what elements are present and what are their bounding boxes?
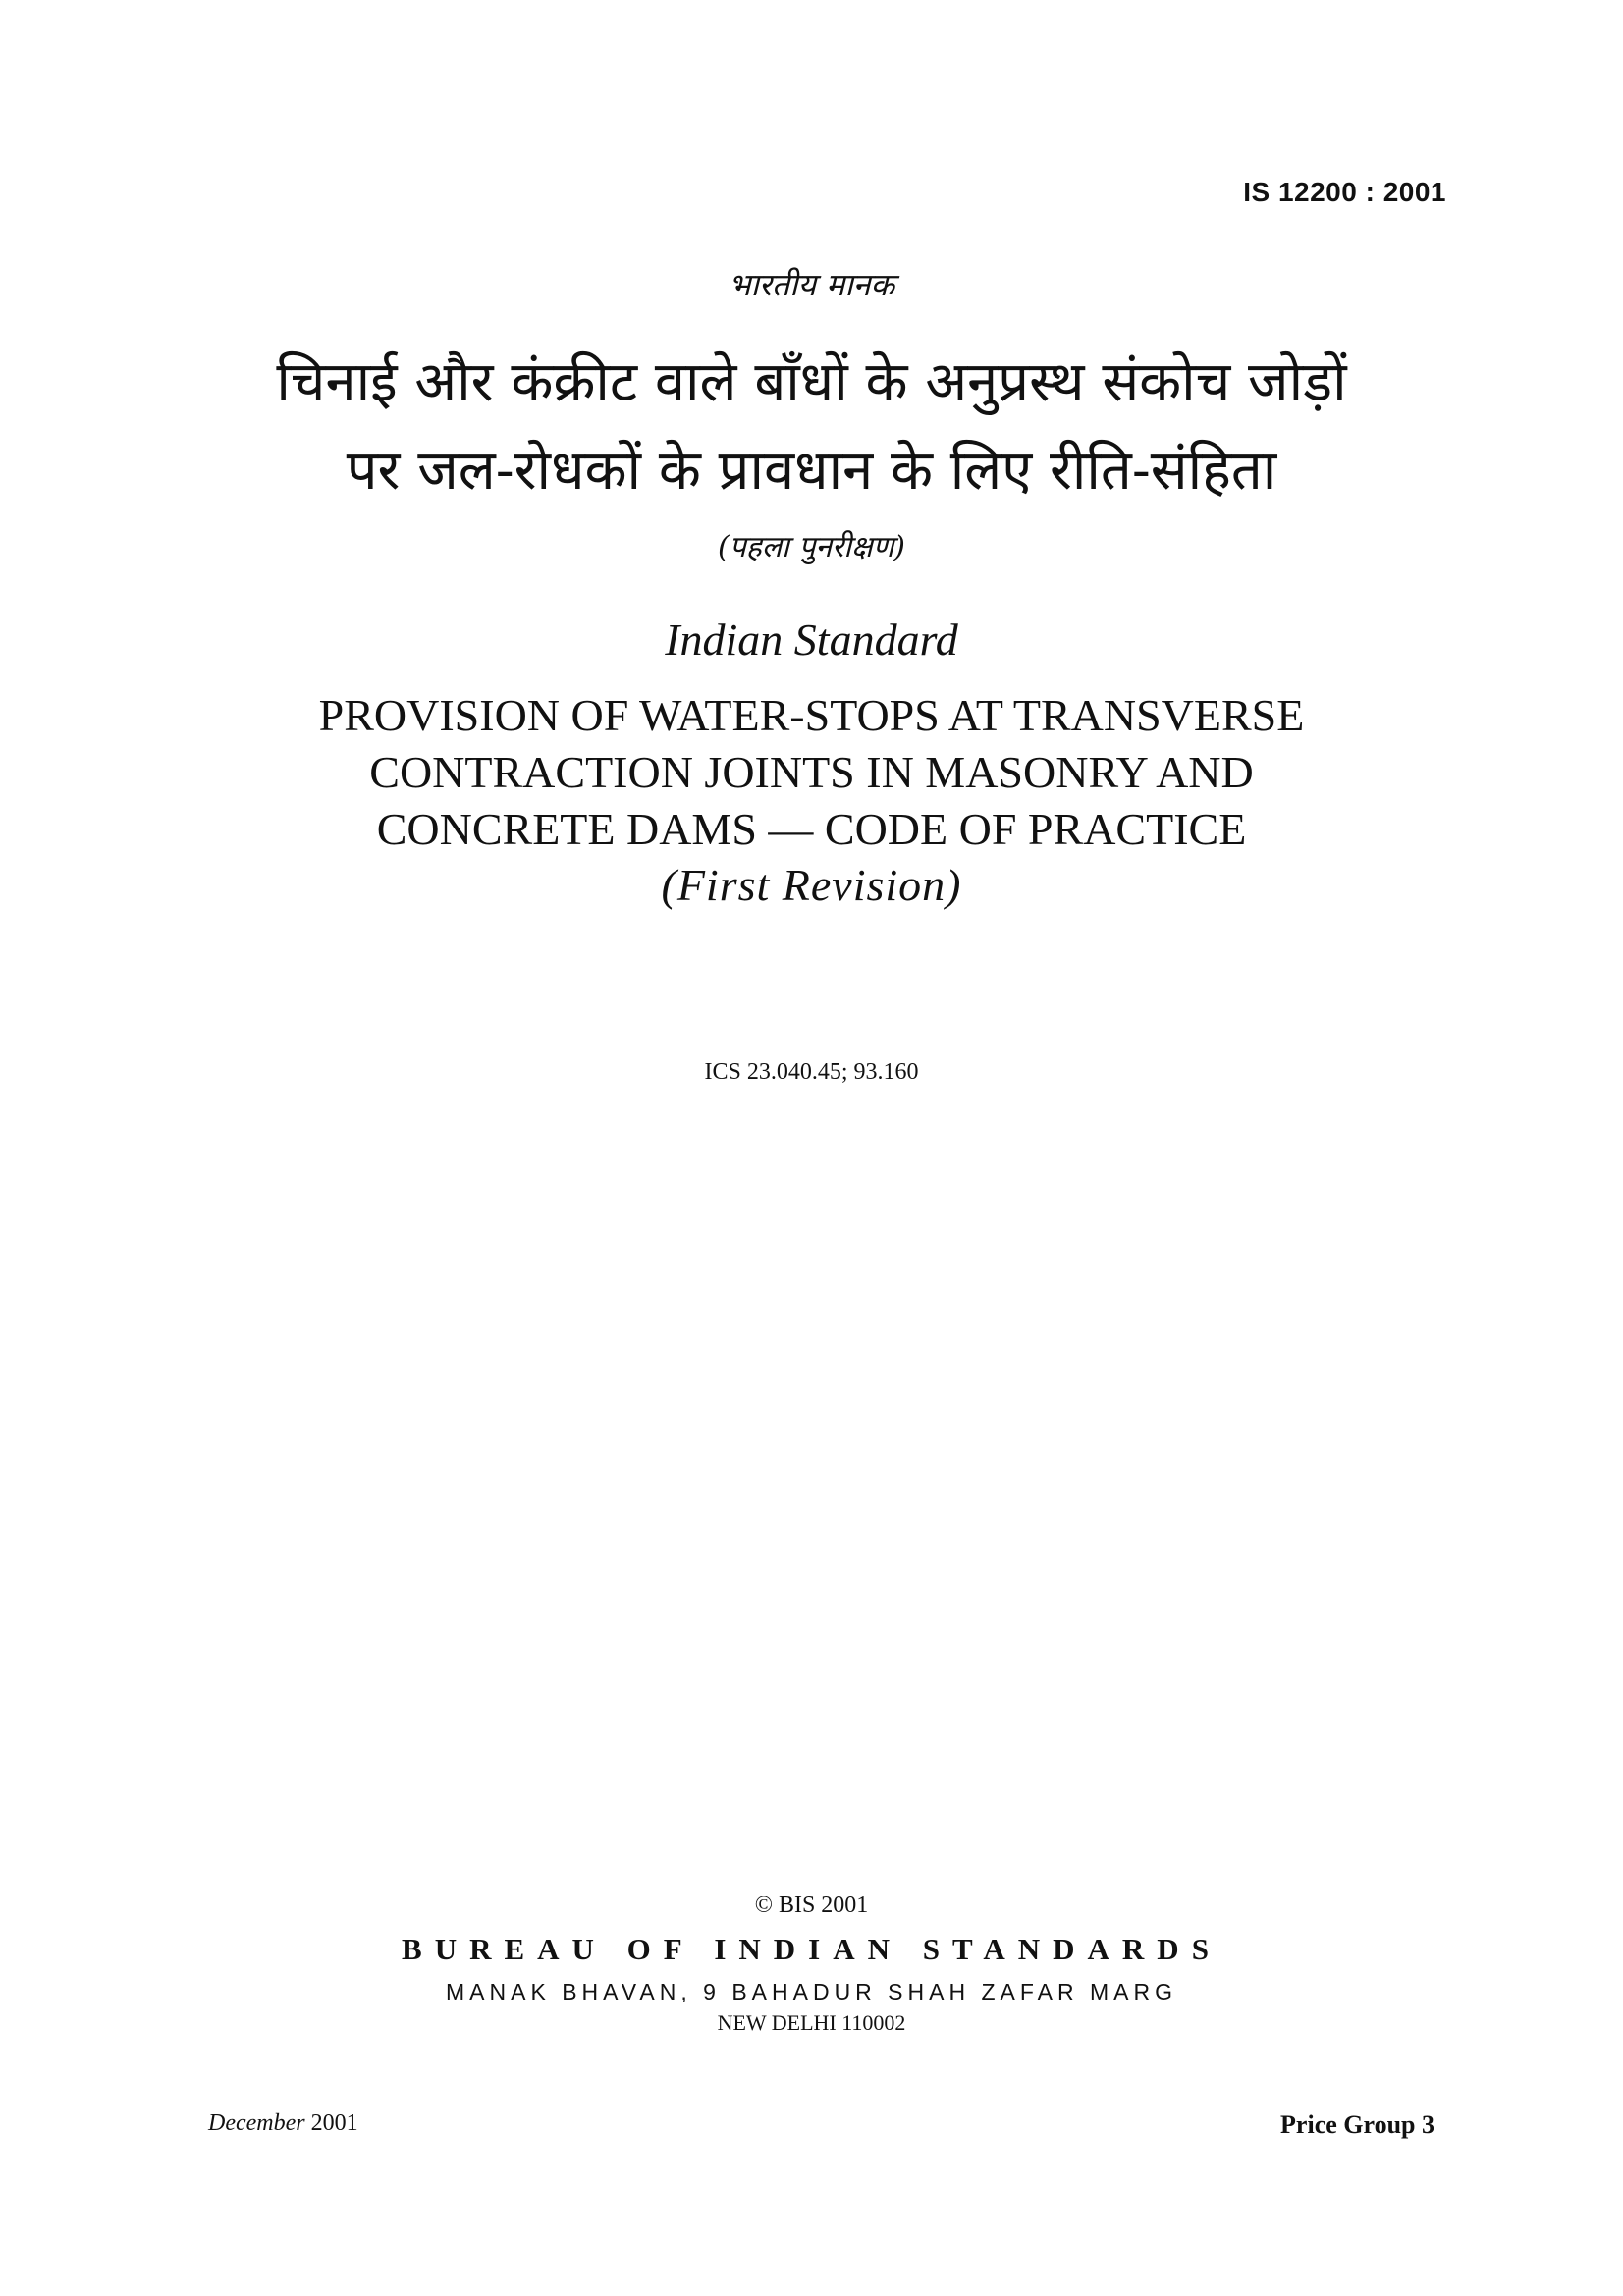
publisher-city: NEW DELHI 110002: [717, 2010, 906, 2035]
publisher-address: MANAK BHAVAN, 9 BAHADUR SHAH ZAFAR MARG: [446, 1979, 1177, 2004]
hindi-title-line-1: चिनाई और कंक्रीट वाले बाँधों के अनुप्रस्थ संकोच जोड़ों: [276, 350, 1347, 414]
english-title-line-1: PROVISION OF WATER-STOPS AT TRANSVERSE: [318, 690, 1305, 740]
publication-month: December: [208, 2110, 305, 2136]
standard-number: IS 12200 : 2001: [1243, 177, 1446, 207]
ics-code: ICS 23.040.45; 93.160: [704, 1059, 919, 1085]
english-title: [0, 687, 1623, 858]
publisher-name: BUREAU OF INDIAN STANDARDS: [402, 1932, 1221, 1966]
hindi-title: [0, 339, 1623, 515]
hindi-standard-label: भारतीय मानक: [729, 266, 894, 303]
english-title-line-2: CONTRACTION JOINTS IN MASONRY AND: [369, 747, 1254, 797]
price-group: Price Group 3: [1280, 2110, 1434, 2139]
publication-year: 2001: [310, 2110, 358, 2136]
copyright-notice: © BIS 2001: [754, 1893, 869, 1918]
english-revision: (First Revision): [661, 860, 962, 910]
hindi-title-line-2: पर जल-रोधकों के प्रावधान के लिए रीति-संहिता: [346, 439, 1277, 503]
hindi-revision: (पहला पुनरीक्षण): [718, 530, 905, 564]
english-standard-label: Indian Standard: [665, 614, 958, 665]
publication-date: [208, 2110, 358, 2137]
english-title-line-3: CONCRETE DAMS — CODE OF PRACTICE: [376, 804, 1247, 854]
